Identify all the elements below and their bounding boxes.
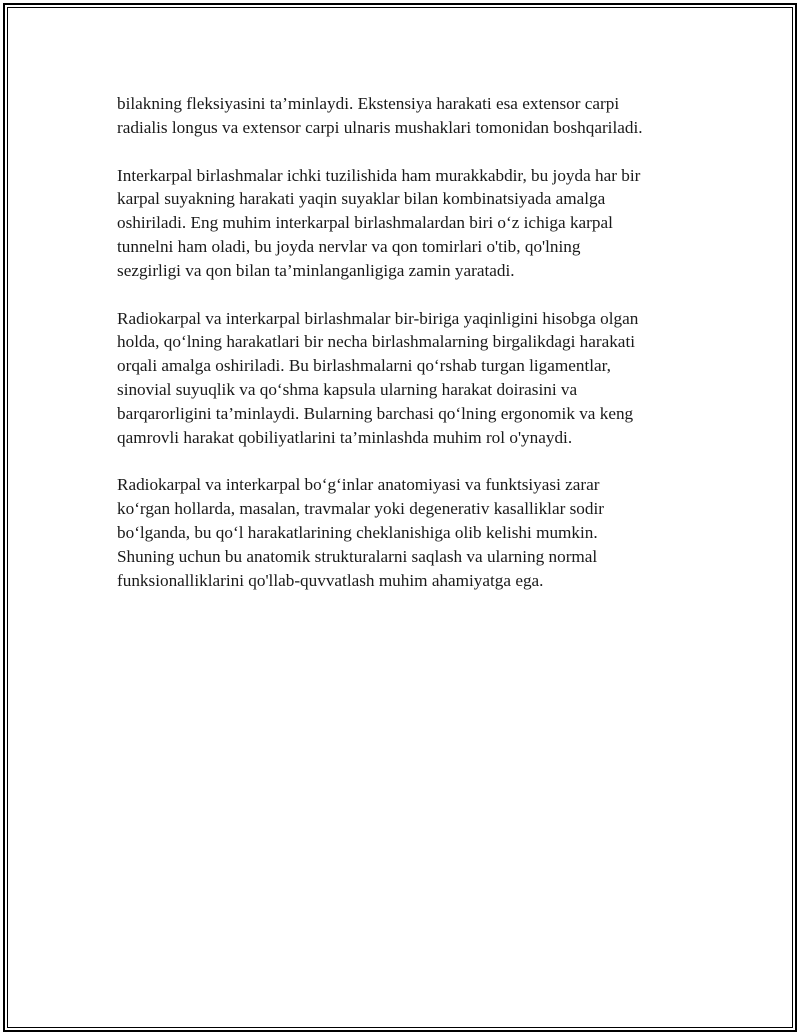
paragraph-line: tunnelni ham oladi, bu joyda nervlar va qon tomirlari o'tib, qo'lning bbox=[117, 236, 581, 256]
paragraph-line: funksionalliklarini qo'llab-quvvatlash muhim ahamiyatga ega. bbox=[117, 570, 544, 590]
paragraph-line: oshiriladi. Eng muhim interkarpal birlashmalardan biri o‘z ichiga karpal bbox=[117, 213, 613, 233]
paragraph-line: barqarorligini ta’minlaydi. Bularning barchasi qo‘lning ergonomik va keng bbox=[117, 403, 634, 423]
paragraph-4 bbox=[117, 473, 692, 592]
paragraph-line: bo‘lganda, bu qo‘l harakatlarining cheklanishiga olib kelishi mumkin. bbox=[117, 522, 598, 542]
paragraph-line: radialis longus va extensor carpi ulnaris mushaklari tomonidan boshqariladi. bbox=[117, 117, 643, 137]
paragraph-1 bbox=[117, 92, 692, 140]
paragraph-line: holda, qo‘lning harakatlari bir necha birlashmalarning birgalikdagi harakati bbox=[117, 332, 635, 352]
paragraph-3 bbox=[117, 307, 692, 450]
paragraph-line: ko‘rgan hollarda, masalan, travmalar yoki degenerativ kasalliklar sodir bbox=[117, 499, 604, 519]
paragraph-line: orqali amalga oshiriladi. Bu birlashmalarni qo‘rshab turgan ligamentlar, bbox=[117, 356, 611, 376]
paragraph-line: karpal suyakning harakati yaqin suyaklar bilan kombinatsiyada amalga bbox=[117, 189, 606, 209]
paragraph-2 bbox=[117, 164, 692, 283]
paragraph-line: Shuning uchun bu anatomik strukturalarni saqlash va ularning normal bbox=[117, 546, 598, 566]
paragraph-line: sezgirligi va qon bilan ta’minlanganligiga zamin yaratadi. bbox=[117, 260, 515, 280]
document-body bbox=[117, 92, 692, 616]
paragraph-line: Radiokarpal va interkarpal birlashmalar bir-biriga yaqinligini hisobga olgan bbox=[117, 308, 639, 328]
paragraph-line: qamrovli harakat qobiliyatlarini ta’minlashda muhim rol o'ynaydi. bbox=[117, 427, 573, 447]
paragraph-line: Radiokarpal va interkarpal bo‘g‘inlar anatomiyasi va funktsiyasi zarar bbox=[117, 475, 600, 495]
paragraph-line: Interkarpal birlashmalar ichki tuzilishida ham murakkabdir, bu joyda har bir bbox=[117, 165, 641, 185]
paragraph-line: bilakning fleksiyasini ta’minlaydi. Ekstensiya harakati esa extensor carpi bbox=[117, 94, 620, 113]
paragraph-line: sinovial suyuqlik va qo‘shma kapsula ularning harakat doirasini va bbox=[117, 379, 578, 399]
